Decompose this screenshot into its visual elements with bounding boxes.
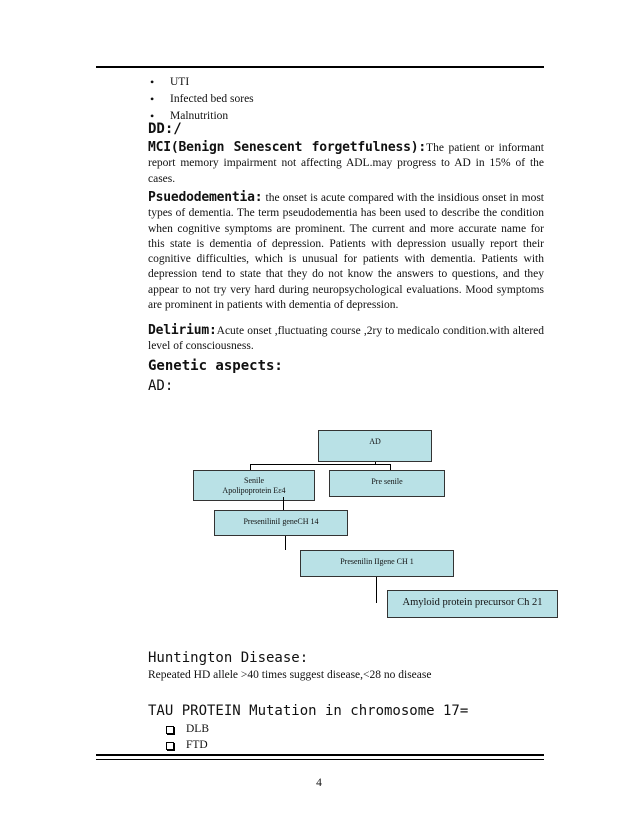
amyloid-node: Amyloid protein precursor Ch 21 — [387, 590, 558, 618]
connector — [285, 536, 286, 550]
presenile-node: Pre senile — [329, 470, 445, 497]
list-item: DLB — [166, 721, 209, 737]
pseudodementia-paragraph — [148, 190, 544, 313]
complication-list — [148, 74, 254, 125]
page-number: 4 — [316, 777, 322, 789]
mci-paragraph — [148, 140, 544, 187]
connector — [283, 497, 284, 510]
presenilin-1-node: PreseniliniI geneCH 14 — [214, 510, 348, 536]
footer-rule — [96, 754, 544, 756]
tau-list — [166, 721, 209, 753]
list-item: • Malnutrition — [148, 108, 254, 125]
genetic-aspects-heading: Genetic aspects: — [148, 358, 283, 374]
apolipoprotein-label: Apolipoprotein Eε4 — [222, 486, 286, 495]
delirium-paragraph — [148, 323, 544, 355]
connector — [250, 464, 391, 465]
pseudodementia-text: the onset is acute compared with the insidious onset in most types of dementia. The term pseudodementia has been used to describe the condition when cognitive symptoms are prominent. The current and more accurate name for this state is dementia of depression. Patients with depression usually report their cognitive difficulties, which is unusual for patients with dementia. Patients with depression tend to state that they do not know the answers to questions, and they appear to not try very hard during neuropsychological evaluations. Mood symptoms are prominent in patients with dementia of depression. — [148, 192, 544, 312]
footer-rule-thin — [96, 759, 544, 760]
huntington-heading: Huntington Disease: — [148, 650, 309, 666]
delirium-heading: Delirium: — [148, 323, 217, 338]
list-item: FTD — [166, 737, 209, 753]
pseudodementia-heading: Psuedodementia: — [148, 190, 263, 205]
huntington-text: Repeated HD allele >40 times suggest disease,<28 no disease — [148, 669, 432, 681]
list-item: • Infected bed sores — [148, 91, 254, 108]
tau-heading: TAU PROTEIN Mutation in chromosome 17= — [148, 703, 469, 719]
dd-heading: DD:/ — [148, 121, 182, 137]
mci-text: The patient or informant report memory impairment not affecting ADL.may progress to AD in 15% of the cases. — [148, 142, 544, 185]
connector — [376, 577, 377, 603]
presenilin-2-node: Presenilin IIgene CH 1 — [300, 550, 454, 577]
delirium-text: Acute onset ,fluctuating course ,2ry to medicalo condition.with altered level of consciousness. — [148, 325, 544, 353]
senile-node — [193, 470, 315, 501]
list-item: • UTI — [148, 74, 254, 91]
senile-label: Senile — [244, 476, 264, 485]
mci-heading: MCI(Benign Senescent forgetfulness): — [148, 140, 427, 155]
ad-heading: AD: — [148, 378, 174, 394]
ad-node: AD — [318, 430, 432, 462]
header-rule — [96, 66, 544, 68]
